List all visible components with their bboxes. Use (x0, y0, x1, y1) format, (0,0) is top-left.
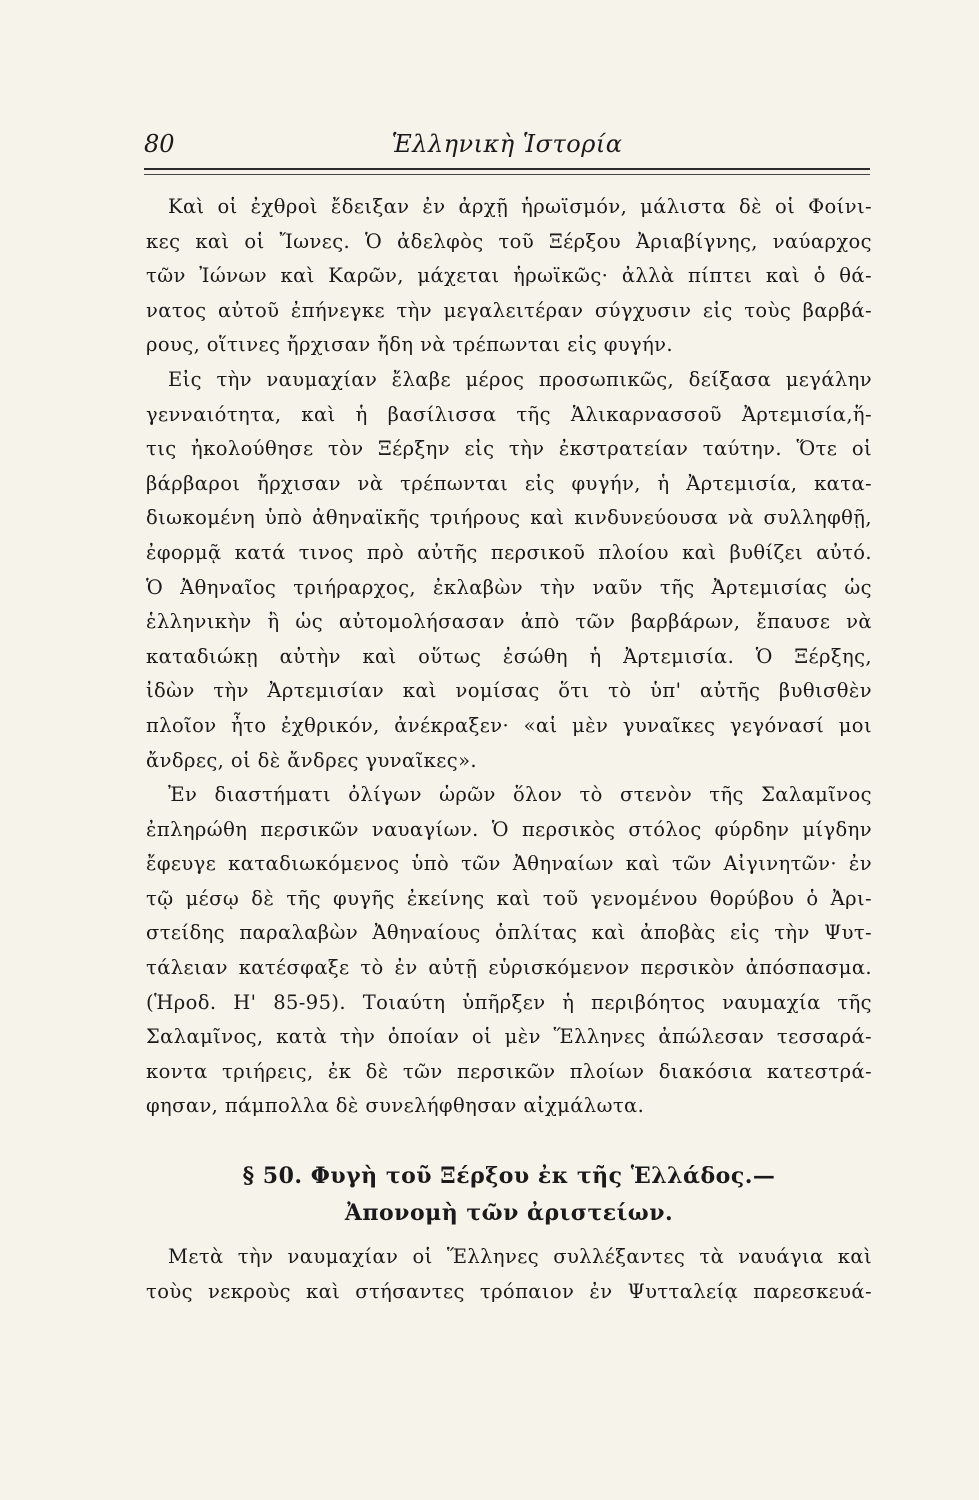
text-line: Καὶ οἱ ἐχθροὶ ἔδειξαν ἐν ἀρχῇ ἡρωϊσμόν, μάλιστα δὲ οἱ Φοίνι- (168, 195, 872, 218)
text-line: κες καὶ οἱ Ἴωνες. Ὁ ἀδελφὸς τοῦ Ξέρξου Ἀριαβίγνης, ναύαρχος (146, 229, 872, 253)
text-line: ἐφορμᾷ κατά τινος πρὸ αὐτῆς περσικοῦ πλοίου καὶ βυθίζει αὐτό. (146, 540, 872, 564)
header-rule-thin (144, 174, 870, 175)
text-line: τῷ μέσῳ δὲ τῆς φυγῆς ἐκείνης καὶ τοῦ γενομένου θορύβου ὁ Ἀρι- (146, 886, 872, 910)
text-line: τάλειαν κατέσφαξε τὸ ἐν αὐτῇ εὑρισκόμενον περσικὸν ἀπόσπασμα. (146, 956, 872, 980)
text-line: Ἐν διαστήματι ὀλίγων ὡρῶν ὅλον τὸ στενὸν τῆς Σαλαμῖνος (168, 783, 872, 807)
section-heading: § 50. Φυγὴ τοῦ Ξέρξου ἐκ τῆς Ἑλλάδος.— (242, 1163, 776, 1189)
text-line: Εἰς τὴν ναυμαχίαν ἔλαβε μέρος προσωπικῶς, δείξασα μεγάλην (168, 367, 872, 391)
text-line: τοὺς νεκροὺς καὶ στήσαντες τρόπαιον ἐν Ψυτταλείᾳ παρεσκευά- (146, 1279, 872, 1303)
page-number: 80 (144, 130, 175, 158)
text-line: πλοῖον ἦτο ἐχθρικόν, ἀνέκραξεν· «αἱ μὲν γυναῖκες γεγόνασί μοι (146, 713, 872, 737)
text-line: ρους, οἵτινες ἤρχισαν ἤδη νὰ τρέπωνται εἰς φυγήν. (146, 333, 674, 357)
text-line: ἑλληνικὴν ἢ ὡς αὐτομολήσασαν ἀπὸ τῶν βαρβάρων, ἔπαυσε νὰ (146, 610, 872, 634)
text-line: τις ἠκολούθησε τὸν Ξέρξην εἰς τὴν ἐκστρατείαν ταύτην. Ὅτε οἱ (146, 437, 872, 461)
text-line: φησαν, πάμπολλα δὲ συνελήφθησαν αἰχμάλωτα. (146, 1094, 645, 1118)
text-line: τῶν Ἰώνων καὶ Καρῶν, μάχεται ἡρωϊκῶς· ἀλλὰ πίπτει καὶ ὁ θά- (146, 264, 872, 288)
text-line: ἐπληρώθη περσικῶν ναυαγίων. Ὁ περσικὸς στόλος φύρδην μίγδην (146, 817, 872, 841)
text-line: (Ἡροδ. Η' 85-95). Τοιαύτη ὑπῆρξεν ἡ περιβόητος ναυμαχία τῆς (146, 990, 872, 1014)
running-title: Ἑλληνικὴ Ἱστορία (391, 130, 623, 158)
text-line: καταδιώκῃ αὐτὴν καὶ οὕτως ἐσώθη ἡ Ἀρτεμισία. Ὁ Ξέρξης, (146, 644, 872, 668)
text-line: Ὁ Ἀθηναῖος τριήραρχος, ἐκλαβὼν τὴν ναῦν τῆς Ἀρτεμισίας ὡς (146, 575, 872, 599)
text-line: ἰδὼν τὴν Ἀρτεμισίαν καὶ νομίσας ὅτι τὸ ὑπ' αὐτῆς βυθισθὲν (146, 679, 872, 703)
text-line: ἔφευγε καταδιωκόμενος ὑπὸ τῶν Ἀθηναίων καὶ τῶν Αἰγινητῶν· ἐν (146, 852, 872, 876)
text-line: γενναιότητα, καὶ ἡ βασίλισσα τῆς Ἁλικαρνασσοῦ Ἀρτεμισία,ἥ- (146, 402, 872, 426)
page-header (144, 128, 870, 162)
text-line: ἄνδρες, οἱ δὲ ἄνδρες γυναῖκες». (146, 748, 477, 772)
text-line: στείδης παραλαβὼν Ἀθηναίους ὁπλίτας καὶ ἀποβὰς εἰς τὴν Ψυτ- (146, 921, 872, 945)
text-line: διωκομένη ὑπὸ ἀθηναϊκῆς τριήρους καὶ κινδυνεύουσα νὰ συλληφθῇ, (146, 506, 872, 530)
body-text (146, 190, 872, 1124)
text-line: βάρβαροι ἤρχισαν νὰ τρέπωνται εἰς φυγήν, ἡ Ἀρτεμισία, κατα- (146, 471, 872, 495)
text-line: Μετὰ τὴν ναυμαχίαν οἱ Ἕλληνες συλλέξαντες τὰ ναυάγια καὶ (168, 1245, 872, 1268)
header-rule-thick (144, 168, 870, 170)
text-line: κοντα τριήρεις, ἐκ δὲ τῶν περσικῶν πλοίων διακόσια κατεστρά- (146, 1059, 872, 1083)
text-line: νατος αὐτοῦ ἐπήνεγκε τὴν μεγαλειτέραν σύγχυσιν εἰς τοὺς βαρβά- (146, 298, 872, 322)
text-line: Σαλαμῖνος, κατὰ τὴν ὁποίαν οἱ μὲν Ἕλληνες ἀπώλεσαν τεσσαρά- (146, 1025, 872, 1049)
section-heading-subtitle: Ἀπονομὴ τῶν ἀριστείων. (344, 1200, 674, 1226)
body-text-continued (146, 1240, 872, 1309)
